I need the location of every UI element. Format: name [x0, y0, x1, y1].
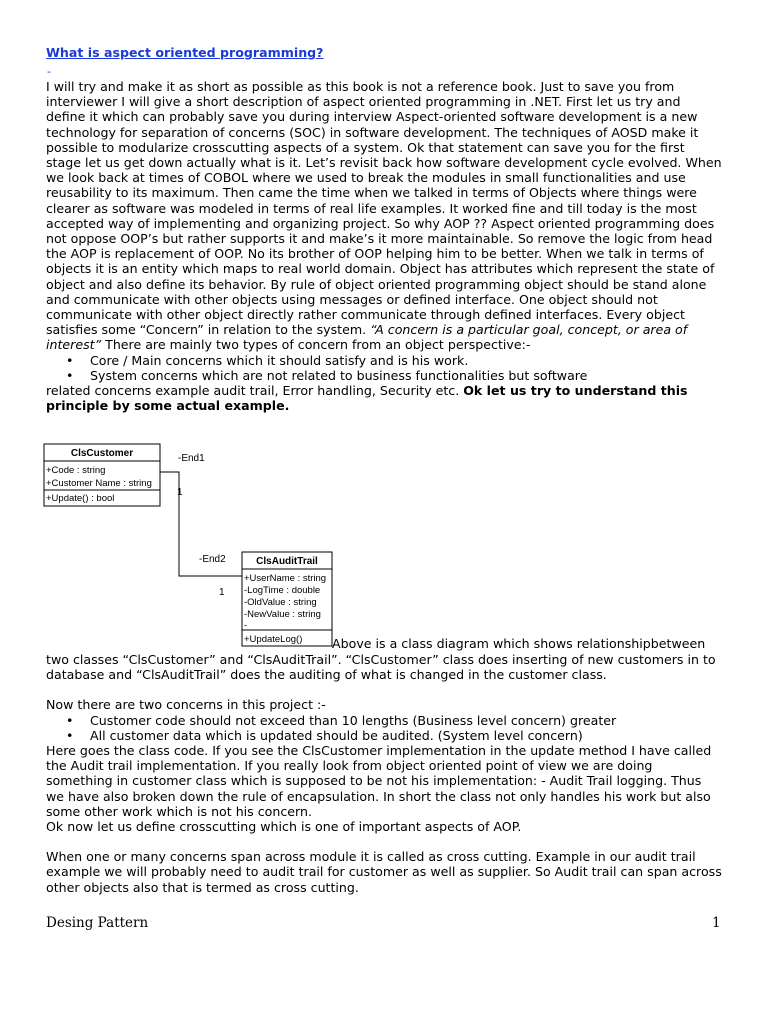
class-name: ClsCustomer — [70, 448, 134, 459]
list-item: • Customer code should not exceed than 10 lengths (Business level concern) greater — [46, 713, 722, 728]
diagram-caption-rest: two classes “ClsCustomer” and “ClsAuditTrail”. “ClsCustomer” class does inserting of new customers in to database and “ClsAuditTrail” does the auditing of what is changed in the customer class. — [46, 652, 716, 683]
class-attribute: - — [244, 620, 248, 631]
concern-definition-quote: “A concern is a particular goal, concept, or area of interest” — [46, 322, 688, 353]
crosscutting-paragraph: When one or many concerns span across module it is called as cross cutting. Example in our audit trail example we will probably need to audit trail for customer as well as supplier. So Audit trail can span across other objects also that is termed as cross cutting. — [46, 849, 722, 895]
analysis-section — [46, 652, 722, 895]
intro-section — [46, 79, 722, 413]
class-box-clscustomer — [44, 444, 160, 506]
class-attribute: +Customer Name : string — [46, 478, 152, 489]
intro-tail-text: There are mainly two types of concern from an object perspective:- — [101, 337, 531, 353]
class-attribute: -NewValue : string — [244, 609, 321, 620]
class-attribute: -OldValue : string — [244, 597, 317, 608]
project-concerns-list — [46, 713, 722, 743]
class-method: +Update() : bool — [46, 493, 115, 504]
list-item: • All customer data which is updated should be audited. (System level concern) — [46, 728, 722, 743]
class-method: +UpdateLog() — [244, 634, 303, 645]
class-attribute: +UserName : string — [244, 573, 327, 584]
end2-label: -End2 — [199, 554, 226, 565]
related-bold-text: Ok let us try to understand this principle by some actual example. — [46, 383, 688, 414]
list-item: • Core / Main concerns which it should satisfy and is his work. — [46, 353, 722, 368]
page-number: 1 — [712, 915, 721, 931]
spacer — [46, 682, 722, 697]
class-box-clsaudittrail — [242, 552, 332, 646]
end2-multiplicity: 1 — [219, 587, 225, 598]
class-attribute: +Code : string — [46, 465, 106, 476]
class-name: ClsAuditTrail — [256, 556, 318, 567]
diagram-caption-start: Above is a class diagram which shows relationshipbetween — [332, 636, 706, 651]
concerns-intro: Now there are two concerns in this project :- — [46, 697, 326, 713]
intro-text: I will try and make it as short as possible as this book is not a reference book. Just to save you from interviewer I will give a short description of aspect oriented programming in .NET. First let us try and define it which can probably save you during interview Aspect-oriented software development is a new technology for separation of concerns (SOC) in software development. The techniques of AOSD make it possible to modularize crosscutting aspects of a system. Ok that statement can save you for the first stage let us get down actually what is it. Let’s revisit back how software development cycle evolved. When we look back at times of COBOL where we used to break the modules in small functionalities and use reusability to its maximum. Then came the time when we talked in terms of Objects where things were clearer as software was modeled in terms of real life examples. It worked fine and till today is the most accepted way of implementing and organizing project. So why AOP ?? Aspect oriented programming does not oppose OOP’s but rather supports it and make’s it more maintainable. So remove the logic from head the AOP is replacement of OOP. No its brother of OOP helping him to be better. When we talk in terms of objects it is an entity which maps to real world domain. Object has attributes which represent the state of object and also define its behavior. By rule of object oriented programming object should be stand alone and communicate with other objects using messages or defined interface. One object should not communicate with other object directly rather communicate through defined interfaces. Every object satisfies some “Concern” in relation to the system. — [46, 79, 722, 338]
title-underline-dash: - — [47, 65, 51, 78]
related-text: related concerns example audit trail, Error handling, Security etc. — [46, 383, 464, 399]
end1-multiplicity: 1 — [177, 487, 183, 498]
spacer — [46, 834, 722, 849]
end1-label: -End1 — [178, 453, 205, 464]
crosscutting-intro: Ok now let us define crosscutting which is one of important aspects of AOP. — [46, 819, 522, 835]
concern-types-list — [46, 353, 722, 383]
class-attribute: -LogTime : double — [244, 585, 321, 596]
footer-title: Desing Pattern — [46, 915, 149, 931]
list-item: • System concerns which are not related to business functionalities but software — [46, 368, 722, 383]
section-title-link[interactable]: What is aspect oriented programming? — [46, 45, 324, 60]
related-concerns-paragraph — [46, 383, 722, 413]
class-diagram — [40, 436, 340, 652]
class-code-paragraph: Here goes the class code. If you see the ClsCustomer implementation in the update method I have called the Audit trail implementation. If you really look from object oriented point of view we are doing something in customer class which is supposed to be not his implementation: - Audit Trail logging. Thus we have also broken down the rule of encapsulation. In short the class not only handles his work but also some other work which is not his concern. — [46, 743, 712, 819]
intro-paragraph — [46, 79, 722, 353]
